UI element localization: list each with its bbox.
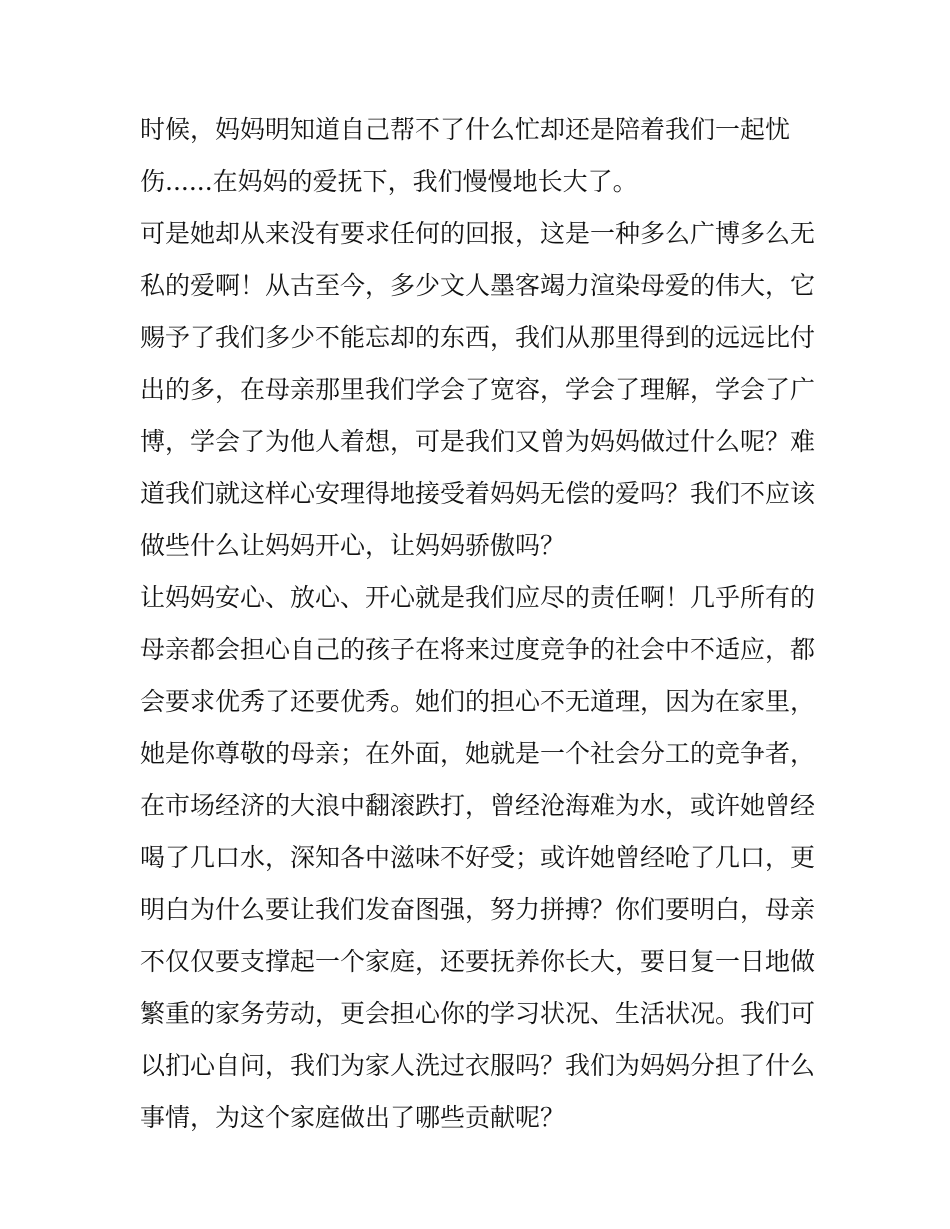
text-line: 时候，妈妈明知道自己帮不了什么忙却还是陪着我们一起忧 xyxy=(140,115,791,144)
text-line: 母亲都会担心自己的孩子在将来过度竞争的社会中不适应，都 xyxy=(140,635,816,664)
text-line: 伤......在妈妈的爱抚下，我们慢慢地长大了。 xyxy=(140,167,638,196)
text-line: 私的爱啊！从古至今，多少文人墨客竭力渲染母爱的伟大，它 xyxy=(140,271,816,300)
text-line: 赐予了我们多少不能忘却的东西，我们从那里得到的远远比付 xyxy=(140,323,816,352)
text-line: 会要求优秀了还要优秀。她们的担心不无道理，因为在家里， xyxy=(140,687,816,716)
text-line: 明白为什么要让我们发奋图强，努力拼搏？你们要明白，母亲 xyxy=(140,895,816,924)
essay-body xyxy=(140,104,820,1144)
text-line: 喝了几口水，深知各中滋味不好受；或许她曾经呛了几口，更 xyxy=(140,843,816,872)
text-line: 出的多，在母亲那里我们学会了宽容，学会了理解，学会了广 xyxy=(140,375,816,404)
text-line: 繁重的家务劳动，更会担心你的学习状况、生活状况。我们可 xyxy=(140,999,816,1028)
text-line: 在市场经济的大浪中翻滚跌打，曾经沧海难为水，或许她曾经 xyxy=(140,791,816,820)
text-line: 以扪心自问，我们为家人洗过衣服吗？我们为妈妈分担了什么 xyxy=(140,1051,816,1080)
text-line: 让妈妈安心、放心、开心就是我们应尽的责任啊！几乎所有的 xyxy=(140,583,816,612)
text-line: 做些什么让妈妈开心，让妈妈骄傲吗？ xyxy=(140,531,566,560)
text-line: 她是你尊敬的母亲；在外面，她就是一个社会分工的竞争者， xyxy=(140,739,816,768)
text-line: 不仅仅要支撑起一个家庭，还要抚养你长大，要日复一日地做 xyxy=(140,947,816,976)
text-line: 博，学会了为他人着想，可是我们又曾为妈妈做过什么呢？难 xyxy=(140,427,816,456)
text-line: 可是她却从来没有要求任何的回报，这是一种多么广博多么无 xyxy=(140,219,816,248)
text-line: 道我们就这样心安理得地接受着妈妈无偿的爱吗？我们不应该 xyxy=(140,479,816,508)
text-line: 事情，为这个家庭做出了哪些贡献呢？ xyxy=(140,1103,566,1132)
